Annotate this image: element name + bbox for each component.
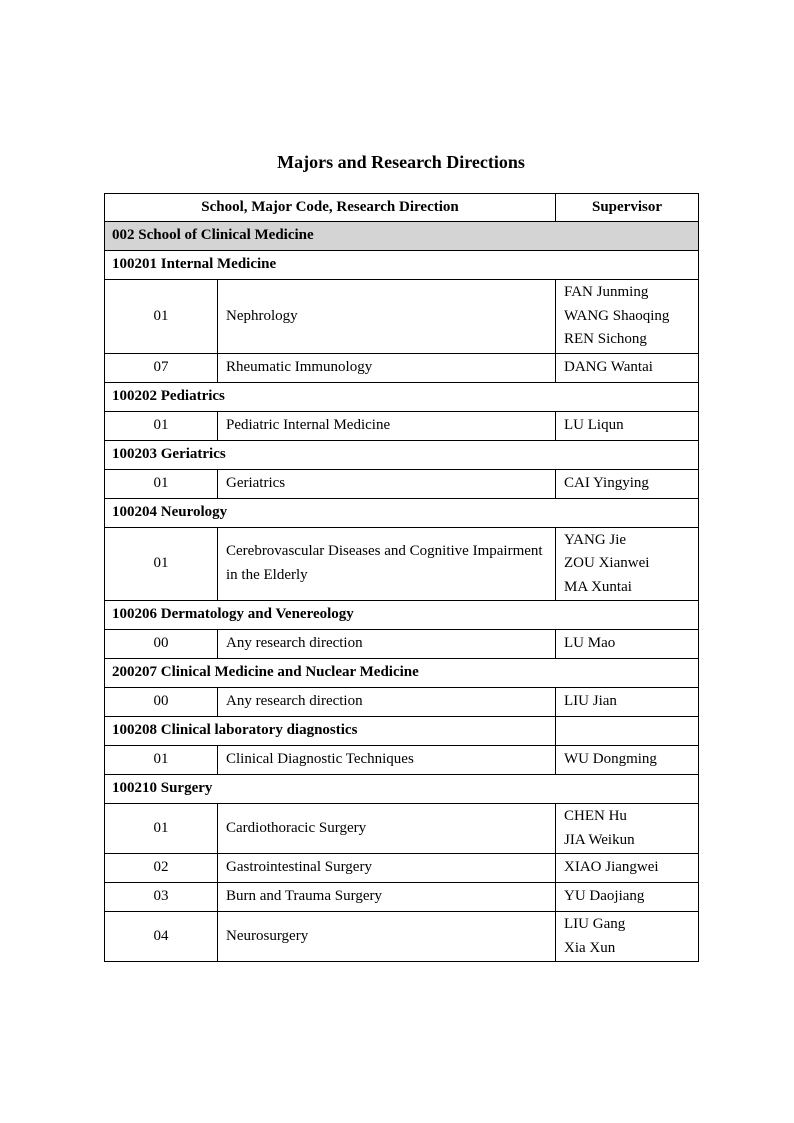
direction-code: 01 bbox=[105, 411, 218, 440]
direction-code: 03 bbox=[105, 883, 218, 912]
supervisor-cell bbox=[556, 411, 699, 440]
major-name: 100202 Pediatrics bbox=[105, 382, 699, 411]
direction-code: 07 bbox=[105, 353, 218, 382]
major-row bbox=[105, 601, 699, 630]
supervisor-name: WANG Shaoqing bbox=[564, 307, 670, 324]
major-row bbox=[105, 775, 699, 804]
major-name: 100201 Internal Medicine bbox=[105, 251, 699, 280]
supervisor-name: Xia Xun bbox=[564, 939, 616, 956]
direction-code: 02 bbox=[105, 854, 218, 883]
direction-name: Neurosurgery bbox=[218, 912, 556, 962]
school-name: 002 School of Clinical Medicine bbox=[105, 222, 699, 251]
page-title: Majors and Research Directions bbox=[277, 152, 525, 172]
direction-name: Any research direction bbox=[218, 630, 556, 659]
direction-row bbox=[105, 746, 699, 775]
major-row bbox=[105, 382, 699, 411]
school-row bbox=[105, 222, 699, 251]
direction-code: 00 bbox=[105, 630, 218, 659]
direction-row bbox=[105, 411, 699, 440]
direction-row bbox=[105, 688, 699, 717]
supervisor-name: LIU Jian bbox=[564, 693, 617, 710]
supervisor-name: LU Mao bbox=[564, 635, 616, 652]
supervisor-name: YANG Jie bbox=[564, 531, 627, 548]
major-row bbox=[105, 659, 699, 688]
supervisor-cell bbox=[556, 912, 699, 962]
direction-code: 01 bbox=[105, 527, 218, 601]
supervisor-name: WU Dongming bbox=[564, 751, 657, 768]
direction-code: 04 bbox=[105, 912, 218, 962]
direction-code: 00 bbox=[105, 688, 218, 717]
direction-code: 01 bbox=[105, 804, 218, 854]
major-row bbox=[105, 251, 699, 280]
supervisor-cell bbox=[556, 883, 699, 912]
supervisor-name: ZOU Xianwei bbox=[564, 555, 650, 571]
major-row bbox=[105, 717, 699, 746]
supervisor-name: CHEN Hu bbox=[564, 808, 627, 824]
supervisor-name: LU Liqun bbox=[564, 416, 624, 433]
direction-name: Nephrology bbox=[218, 280, 556, 354]
supervisor-name: XIAO Jiangwei bbox=[564, 859, 659, 876]
direction-code: 01 bbox=[105, 469, 218, 498]
major-supervisor-empty bbox=[556, 717, 699, 746]
direction-row bbox=[105, 630, 699, 659]
header-direction: School, Major Code, Research Direction bbox=[105, 194, 556, 222]
direction-row bbox=[105, 280, 699, 354]
major-name: 100206 Dermatology and Venereology bbox=[105, 601, 699, 630]
supervisor-cell bbox=[556, 854, 699, 883]
supervisor-name: DANG Wantai bbox=[564, 358, 653, 375]
direction-row bbox=[105, 854, 699, 883]
supervisor-cell bbox=[556, 630, 699, 659]
supervisor-name: LIU Gang bbox=[564, 916, 626, 932]
direction-row bbox=[105, 469, 699, 498]
direction-name: Burn and Trauma Surgery bbox=[218, 883, 556, 912]
supervisor-name: FAN Junming bbox=[564, 284, 649, 300]
supervisor-cell bbox=[556, 469, 699, 498]
direction-name: Clinical Diagnostic Techniques bbox=[218, 746, 556, 775]
major-name: 100210 Surgery bbox=[105, 775, 699, 804]
supervisor-cell bbox=[556, 527, 699, 601]
direction-code: 01 bbox=[105, 746, 218, 775]
direction-name: Rheumatic Immunology bbox=[218, 353, 556, 382]
major-name: 100204 Neurology bbox=[105, 498, 699, 527]
direction-name: Geriatrics bbox=[218, 469, 556, 498]
supervisor-cell bbox=[556, 688, 699, 717]
direction-name: Gastrointestinal Surgery bbox=[218, 854, 556, 883]
supervisor-name: YU Daojiang bbox=[564, 888, 645, 905]
supervisor-cell bbox=[556, 746, 699, 775]
direction-row bbox=[105, 804, 699, 854]
supervisor-cell bbox=[556, 353, 699, 382]
supervisor-name: MA Xuntai bbox=[564, 578, 632, 595]
direction-name: Cerebrovascular Diseases and Cognitive Impairment in the Elderly bbox=[218, 527, 556, 601]
major-name: 100203 Geriatrics bbox=[105, 440, 699, 469]
research-directions-table bbox=[104, 193, 699, 962]
supervisor-name: JIA Weikun bbox=[564, 831, 635, 848]
direction-name: Any research direction bbox=[218, 688, 556, 717]
major-row bbox=[105, 498, 699, 527]
direction-name: Cardiothoracic Surgery bbox=[218, 804, 556, 854]
major-name: 200207 Clinical Medicine and Nuclear Medicine bbox=[105, 659, 699, 688]
supervisor-name: CAI Yingying bbox=[564, 474, 649, 491]
header-supervisor: Supervisor bbox=[556, 194, 699, 222]
direction-code: 01 bbox=[105, 280, 218, 354]
supervisor-name: REN Sichong bbox=[564, 331, 647, 347]
table-header-row bbox=[105, 194, 699, 222]
direction-row bbox=[105, 912, 699, 962]
table-body bbox=[105, 194, 699, 962]
direction-row bbox=[105, 353, 699, 382]
major-name: 100208 Clinical laboratory diagnostics bbox=[105, 717, 556, 746]
direction-name: Pediatric Internal Medicine bbox=[218, 411, 556, 440]
supervisor-cell bbox=[556, 804, 699, 854]
direction-row bbox=[105, 527, 699, 601]
direction-row bbox=[105, 883, 699, 912]
major-row bbox=[105, 440, 699, 469]
supervisor-cell bbox=[556, 280, 699, 354]
